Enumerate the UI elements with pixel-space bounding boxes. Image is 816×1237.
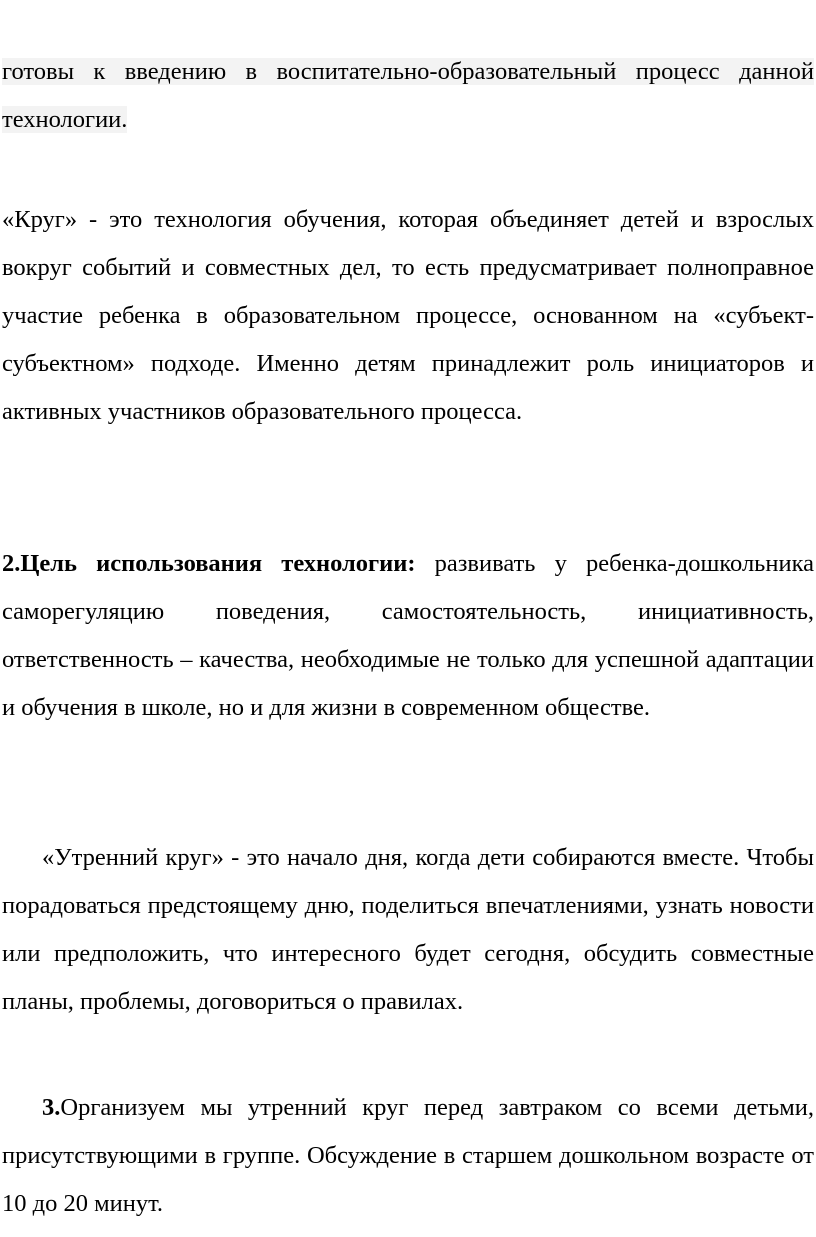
paragraph-intro-continuation bbox=[2, 48, 814, 144]
goal-text: развивать у ребенка-дошкольника саморегуляцию поведения, самостоятельность, инициативность, ответственность – качества, необходимые не только для успешной адаптации и обучения в школе, но и для жизни в современном обществе. bbox=[2, 550, 814, 721]
goal-heading: 2.Цель использования технологии: bbox=[2, 550, 416, 577]
organization-number: 3. bbox=[42, 1094, 61, 1121]
paragraph-organization bbox=[2, 1084, 814, 1228]
paragraph-goal bbox=[2, 540, 814, 732]
paragraph-morning-circle: «Утренний круг» - это начало дня, когда дети собираются вместе. Чтобы порадоваться предстоящему дню, поделиться впечатлениями, узнать новости или предположить, что интересного будет сегодня, обсудить совместные планы, проблемы, договориться о правилах. bbox=[2, 844, 814, 1015]
paragraph-intro-text: готовы к введению в воспитательно-образовательный процесс данной технологии. bbox=[2, 58, 814, 133]
organization-text: Организуем мы утренний круг перед завтраком со всеми детьми, присутствующими в группе. Обсуждение в старшем дошкольном возрасте от 10 до 20 минут. bbox=[2, 1094, 814, 1217]
paragraph-circle-definition: «Круг» - это технология обучения, которая объединяет детей и взрослых вокруг событий и совместных дел, то есть предусматривает полноправное участие ребенка в образовательном процессе, основанном на «субъект-субъектном» подходе. Именно детям принадлежит роль инициаторов и активных участников образовательного процесса. bbox=[2, 206, 814, 425]
